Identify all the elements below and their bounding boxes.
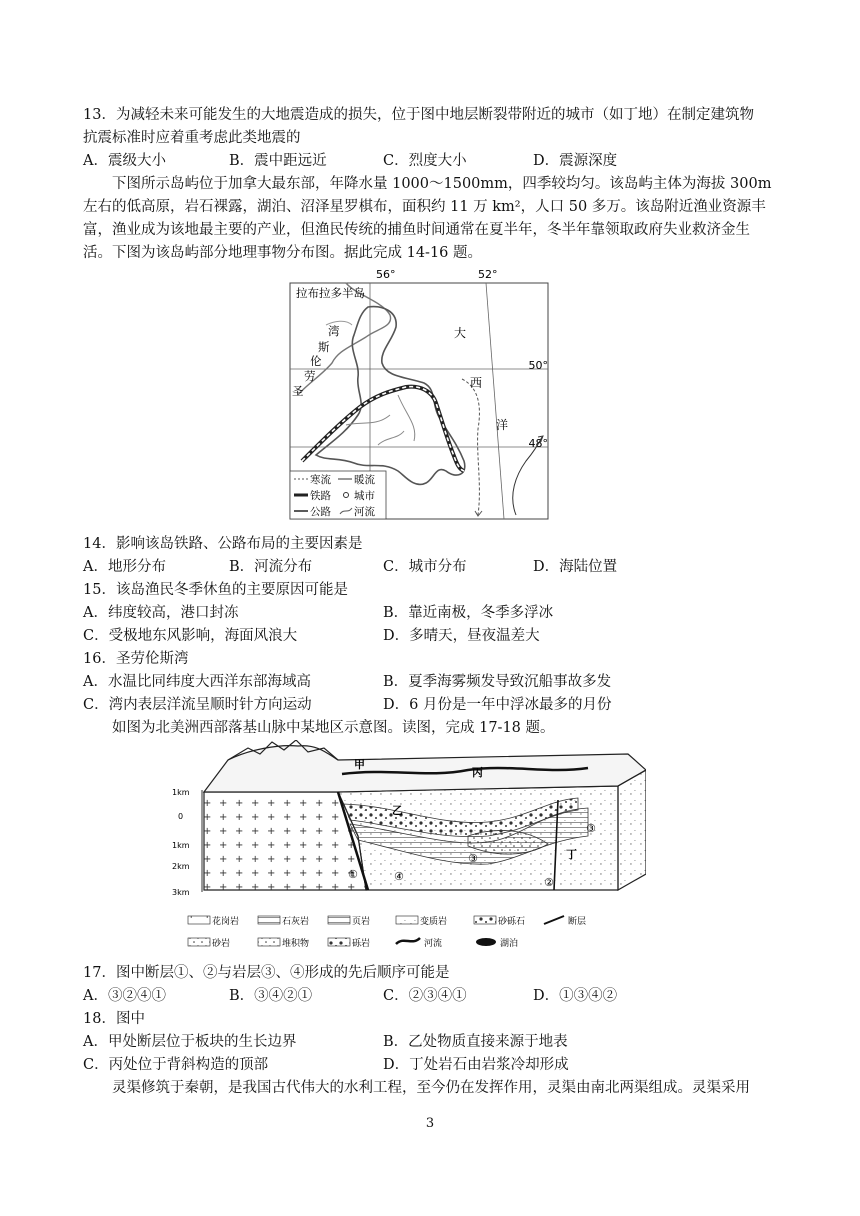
scale-1km-up: 1km — [172, 788, 190, 797]
label-labrador: 拉布拉多半岛 — [296, 286, 365, 300]
legend-railway: 铁路 — [310, 490, 331, 502]
passage1-line1: 下图所示岛屿位于加拿大最东部，年降水量 1000～1500mm，四季较均匀。该岛屿主体为海拔 300m — [112, 176, 772, 192]
label-yang: 洋 — [496, 418, 509, 432]
scale-2km: 2km — [172, 862, 190, 871]
q16-option-b[interactable]: B．夏季海雾频发导致沉船事故多发 — [383, 674, 612, 690]
q13-options — [83, 150, 783, 173]
q14-option-b[interactable]: B．河流分布 — [229, 559, 313, 575]
q13-option-c[interactable]: C．烈度大小 — [383, 153, 467, 169]
q13-stem-line1: 13．为减轻未来可能发生的大地震造成的损失，位于图中地层断裂带附近的城市（如丁地）在制定建筑物 — [83, 107, 754, 123]
legend-conglomerate: 砾岩 — [352, 939, 371, 949]
mark-bing: 丙 — [472, 766, 483, 779]
legend-fault: 断层 — [568, 917, 587, 927]
q15-options-row2 — [83, 625, 783, 648]
legend-lake: 湖泊 — [500, 939, 519, 949]
label-sheng: 圣 — [292, 384, 304, 398]
q16-options-row1 — [83, 671, 783, 694]
q14-option-d[interactable]: D．海陆位置 — [533, 559, 618, 575]
q17-stem: 17．图中断层①、②与岩层③、④形成的先后顺序可能是 — [83, 965, 450, 981]
q14-stem: 14．影响该岛铁路、公路布局的主要因素是 — [83, 536, 363, 552]
mark-layer-3: ③ — [468, 852, 478, 865]
passage1-line3: 富，渔业成为该地最主要的产业，但渔民传统的捕鱼时间通常在夏半年，冬半年靠领取政府失业救济金生 — [83, 222, 750, 238]
q18-options-row1 — [83, 1031, 783, 1054]
passage1-line2: 左右的低高原，岩石裸露，湖泊、沼泽星罗棋布，面积约 11 万 km²，人口 50 多万。该岛附近渔业资源丰 — [83, 199, 766, 215]
legend-shale: 页岩 — [352, 917, 371, 927]
q17-options — [83, 985, 783, 1008]
island-map — [286, 265, 552, 523]
q15-options-row1 — [83, 602, 783, 625]
legend-cold-current: 寒流 — [310, 474, 331, 486]
q14-option-a[interactable]: A．地形分布 — [83, 559, 166, 575]
scale-1km: 1km — [172, 841, 190, 850]
q17-option-d[interactable]: D．①③④② — [533, 988, 618, 1004]
q16-option-a[interactable]: A．水温比同纬度大西洋东部海域高 — [83, 674, 311, 690]
q15-stem: 15．该岛渔民冬季休鱼的主要原因可能是 — [83, 582, 348, 598]
legend-gravel: 砂砾石 — [498, 917, 526, 927]
legend-granite: 花岗岩 — [212, 917, 240, 927]
q13-stem-line2: 抗震标准时应着重考虑此类地震的 — [83, 130, 301, 146]
q16-option-d[interactable]: D．6 月份是一年中浮冰最多的月份 — [383, 697, 612, 713]
legend-river: 河流 — [424, 939, 443, 949]
legend-metamorphic: 变质岩 — [420, 917, 448, 927]
q14-options — [83, 556, 783, 579]
q13-option-a[interactable]: A．震级大小 — [83, 153, 166, 169]
block-legend — [188, 915, 586, 949]
q17-option-a[interactable]: A．③②④① — [83, 988, 166, 1004]
q17-option-b[interactable]: B．③④②① — [229, 988, 313, 1004]
q15-option-b[interactable]: B．靠近南极，冬季多浮冰 — [383, 605, 554, 621]
passage2-text: 如图为北美洲西部落基山脉中某地区示意图。读图，完成 17-18 题。 — [112, 720, 555, 736]
q17-option-c[interactable]: C．②③④① — [383, 988, 467, 1004]
mark-fault-2: ② — [544, 876, 554, 889]
q18-stem: 18．图中 — [83, 1011, 145, 1027]
legend-deposit: 堆积物 — [282, 939, 310, 949]
rocky-mountain-block-diagram — [168, 740, 646, 956]
legend-sandstone: 砂岩 — [212, 939, 231, 949]
label-xi: 西 — [470, 376, 483, 390]
q16-option-c[interactable]: C．湾内表层洋流呈顺时针方向运动 — [83, 697, 312, 713]
lon-label-56: 56° — [376, 268, 396, 281]
scale-0: 0 — [178, 812, 184, 821]
q18-options-row2 — [83, 1054, 783, 1077]
passage3-text: 灵渠修筑于秦朝，是我国古代伟大的水利工程，至今仍在发挥作用，灵渠由南北两渠组成。灵渠采用 — [112, 1080, 750, 1096]
q14-option-c[interactable]: C．城市分布 — [383, 559, 467, 575]
label-da: 大 — [454, 326, 467, 340]
scale-3km: 3km — [172, 888, 190, 897]
mark-yi: 乙 — [392, 804, 403, 817]
label-lun: 伦 — [310, 354, 322, 368]
q15-option-c[interactable]: C．受极地东风影响，海面风浪大 — [83, 628, 298, 644]
mark-fault-1: ① — [348, 868, 358, 881]
mark-ding: 丁 — [566, 848, 577, 861]
passage1-line4: 活。下图为该岛屿部分地理事物分布图。据此完成 14-16 题。 — [83, 245, 483, 261]
legend-river: 河流 — [354, 506, 375, 518]
legend-warm-current: 暖流 — [354, 474, 375, 486]
mark-jia: 甲 — [354, 758, 365, 771]
label-wan: 湾 — [328, 324, 340, 338]
q18-option-b[interactable]: B．乙处物质直接来源于地表 — [383, 1034, 568, 1050]
q13-option-d[interactable]: D．震源深度 — [533, 153, 618, 169]
legend-limestone: 石灰岩 — [282, 917, 310, 927]
label-lao: 劳 — [304, 369, 316, 383]
q18-option-a[interactable]: A．甲处断层位于板块的生长边界 — [83, 1034, 297, 1050]
mark-layer-4: ④ — [394, 870, 404, 883]
q15-option-d[interactable]: D．多晴天，昼夜温差大 — [383, 628, 540, 644]
q18-option-c[interactable]: C．丙处位于背斜构造的顶部 — [83, 1057, 269, 1073]
q13-option-b[interactable]: B．震中距远近 — [229, 153, 327, 169]
lat-label-48: 48° — [528, 437, 548, 450]
lat-label-50: 50° — [528, 359, 548, 372]
q16-stem: 16．圣劳伦斯湾 — [83, 651, 189, 667]
q15-option-a[interactable]: A．纬度较高，港口封冻 — [83, 605, 239, 621]
legend-city: 城市 — [354, 490, 375, 502]
mark-layer-3-right: ③ — [586, 822, 596, 835]
q16-options-row2 — [83, 694, 783, 717]
q18-option-d[interactable]: D．丁处岩石由岩浆冷却形成 — [383, 1057, 569, 1073]
page-number: 3 — [425, 1116, 435, 1131]
lon-label-52: 52° — [478, 268, 498, 281]
legend-road: 公路 — [310, 506, 331, 518]
label-si: 斯 — [318, 340, 330, 354]
